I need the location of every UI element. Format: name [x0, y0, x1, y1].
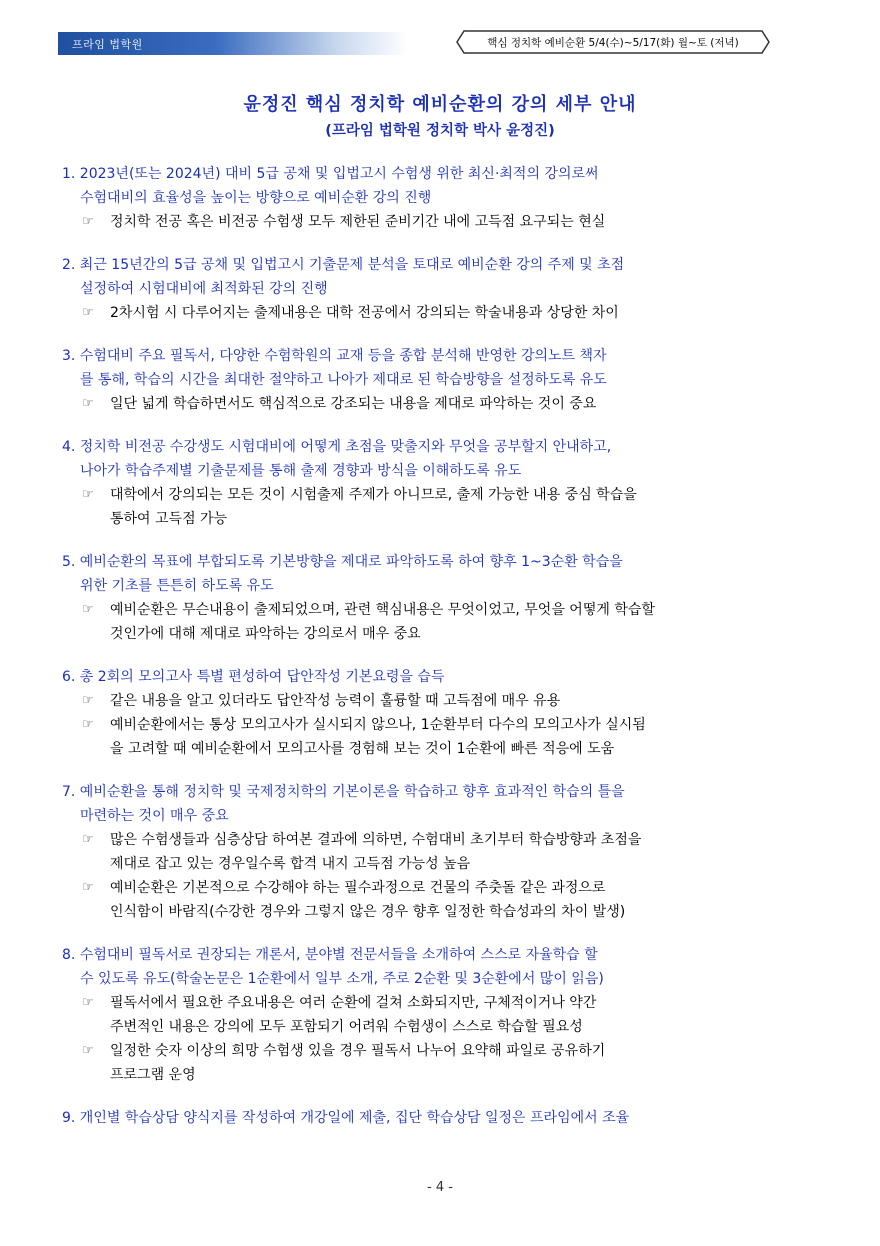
section-item: [62, 780, 782, 924]
section-item: [62, 162, 782, 234]
pointing-hand-icon: ☞: [82, 880, 94, 895]
note-line: 통하여 고득점 가능: [110, 511, 228, 527]
section-heading-line: 수험대비의 효율성을 높이는 방향으로 예비순환 강의 진행: [80, 190, 432, 206]
note-item: [62, 210, 782, 234]
pointing-hand-icon: ☞: [82, 995, 94, 1010]
note-line: 예비순환에서는 통상 모의고사가 실시되지 않으나, 1순환부터 다수의 모의고사가 실시됨: [110, 717, 646, 733]
note-item: [62, 713, 782, 761]
note-item: [62, 991, 782, 1039]
section-heading-line: 7. 예비순환을 통해 정치학 및 국제정치학의 기본이론을 학습하고 향후 효과적인 학습의 틀을: [62, 784, 625, 800]
section-item: [62, 943, 782, 1087]
section-heading: [62, 1106, 782, 1130]
note-item: [62, 828, 782, 876]
section-heading-line: 2. 최근 15년간의 5급 공채 및 입법고시 기출문제 분석을 토대로 예비순환 강의 주제 및 초점: [62, 257, 625, 273]
section-heading: [62, 550, 782, 598]
section-heading: [62, 665, 782, 689]
note-item: [62, 689, 782, 713]
document-subtitle: (프라임 법학원 정치학 박사 윤정진): [325, 123, 555, 139]
section-item: [62, 344, 782, 416]
content-body: [62, 162, 782, 1149]
academy-logo-text: 프라임 법학원: [72, 38, 143, 51]
note-item: [62, 301, 782, 325]
pointing-hand-icon: ☞: [82, 487, 94, 502]
section-heading-line: 8. 수험대비 필독서로 권장되는 개론서, 분야별 전문서들을 소개하여 스스로 자율학습 할: [62, 947, 598, 963]
section-heading: [62, 435, 782, 483]
section-heading-line: 설정하여 시험대비에 최적화된 강의 진행: [80, 281, 328, 297]
note-item: [62, 1039, 782, 1087]
pointing-hand-icon: ☞: [82, 214, 94, 229]
section-item: [62, 253, 782, 325]
section-heading-line: 9. 개인별 학습상담 양식지를 작성하여 개강일에 제출, 집단 학습상담 일정은 프라임에서 조율: [62, 1110, 630, 1126]
note-line: 일단 넓게 학습하면서도 핵심적으로 강조되는 내용을 제대로 파악하는 것이 중요: [110, 396, 597, 412]
section-item: [62, 665, 782, 761]
pointing-hand-icon: ☞: [82, 693, 94, 708]
note-item: [62, 483, 782, 531]
section-heading: [62, 943, 782, 991]
note-line: 많은 수험생들과 심층상담 하여본 결과에 의하면, 수험대비 초기부터 학습방향과 초점을: [110, 832, 642, 848]
section-heading-line: 6. 총 2회의 모의고사 특별 편성하여 답안작성 기본요령을 습득: [62, 669, 445, 685]
note-line: 것인가에 대해 제대로 파악하는 강의로서 매우 중요: [110, 626, 421, 642]
header-banner: [58, 32, 408, 55]
note-line: 정치학 전공 혹은 비전공 수험생 모두 제한된 준비기간 내에 고득점 요구되는 현실: [110, 214, 606, 230]
section-heading-line: 수 있도록 유도(학술논문은 1순환에서 일부 소개, 주로 2순환 및 3순환에서 많이 읽음): [80, 971, 604, 987]
note-item: [62, 598, 782, 646]
note-line: 프로그램 운영: [110, 1067, 196, 1083]
note-item: [62, 392, 782, 416]
section-heading: [62, 344, 782, 392]
note-line: 예비순환은 기본적으로 수강해야 하는 필수과정으로 건물의 주춧돌 같은 과정으로: [110, 880, 606, 896]
section-heading: [62, 780, 782, 828]
pointing-hand-icon: ☞: [82, 717, 94, 732]
section-heading-line: 4. 정치학 비전공 수강생도 시험대비에 어떻게 초점을 맞출지와 무엇을 공부할지 안내하고,: [62, 439, 612, 455]
document-title: 윤정진 핵심 정치학 예비순환의 강의 세부 안내: [243, 94, 637, 115]
note-line: 을 고려할 때 예비순환에서 모의고사를 경험해 보는 것이 1순환에 빠른 적응에 도움: [110, 741, 615, 757]
note-line: 2차시험 시 다루어지는 출제내용은 대학 전공에서 강의되는 학술내용과 상당한 차이: [110, 305, 619, 321]
section-heading-line: 5. 예비순환의 목표에 부합되도록 기본방향을 제대로 파악하도록 하여 향후 1~3순환 학습을: [62, 554, 623, 570]
pointing-hand-icon: ☞: [82, 602, 94, 617]
note-line: 필독서에서 필요한 주요내용은 여러 순환에 걸쳐 소화되지만, 구체적이거나 약간: [110, 995, 597, 1011]
section-heading-line: 위한 기초를 튼튼히 하도록 유도: [80, 578, 274, 594]
pointing-hand-icon: ☞: [82, 396, 94, 411]
section-heading-line: 1. 2023년(또는 2024년) 대비 5급 공채 및 입법고시 수험생 위한 최신·최적의 강의로써: [62, 166, 599, 182]
section-heading: [62, 253, 782, 301]
note-line: 예비순환은 무슨내용이 출제되었으며, 관련 핵심내용은 무엇이었고, 무엇을 어떻게 학습할: [110, 602, 655, 618]
note-line: 대학에서 강의되는 모든 것이 시험출제 주제가 아니므로, 출제 가능한 내용 중심 학습을: [110, 487, 637, 503]
section-heading-line: 를 통해, 학습의 시간을 최대한 절약하고 나아가 제대로 된 학습방향을 설정하도록 유도: [80, 372, 607, 388]
section-heading-line: 3. 수험대비 주요 필독서, 다양한 수험학원의 교재 등을 종합 분석해 반영한 강의노트 책자: [62, 348, 607, 364]
section-item: [62, 435, 782, 531]
section-heading: [62, 162, 782, 210]
section-heading-line: 나아가 학습주제별 기출문제를 통해 출제 경향과 방식을 이해하도록 유도: [80, 463, 522, 479]
section-heading-line: 마련하는 것이 매우 중요: [80, 808, 229, 824]
schedule-text: 핵심 정치학 예비순환 5/4(수)~5/17(화) 월~토 (저녁): [487, 37, 739, 49]
note-item: [62, 876, 782, 924]
section-item: [62, 1106, 782, 1130]
page-number: - 4 -: [427, 1180, 453, 1195]
note-line: 제대로 잡고 있는 경우일수록 합격 내지 고득점 가능성 높음: [110, 856, 471, 872]
pointing-hand-icon: ☞: [82, 832, 94, 847]
note-line: 주변적인 내용은 강의에 모두 포함되기 어려워 수험생이 스스로 학습할 필요성: [110, 1019, 583, 1035]
pointing-hand-icon: ☞: [82, 305, 94, 320]
note-line: 인식함이 바람직(수강한 경우와 그렇지 않은 경우 향후 일정한 학습성과의 차이 발생): [110, 904, 626, 920]
section-item: [62, 550, 782, 646]
pointing-hand-icon: ☞: [82, 1043, 94, 1058]
note-line: 일정한 숫자 이상의 희망 수험생 있을 경우 필독서 나누어 요약해 파일로 공유하기: [110, 1043, 606, 1059]
schedule-tag: [456, 30, 770, 54]
note-line: 같은 내용을 알고 있더라도 답안작성 능력이 훌륭할 때 고득점에 매우 유용: [110, 693, 561, 709]
